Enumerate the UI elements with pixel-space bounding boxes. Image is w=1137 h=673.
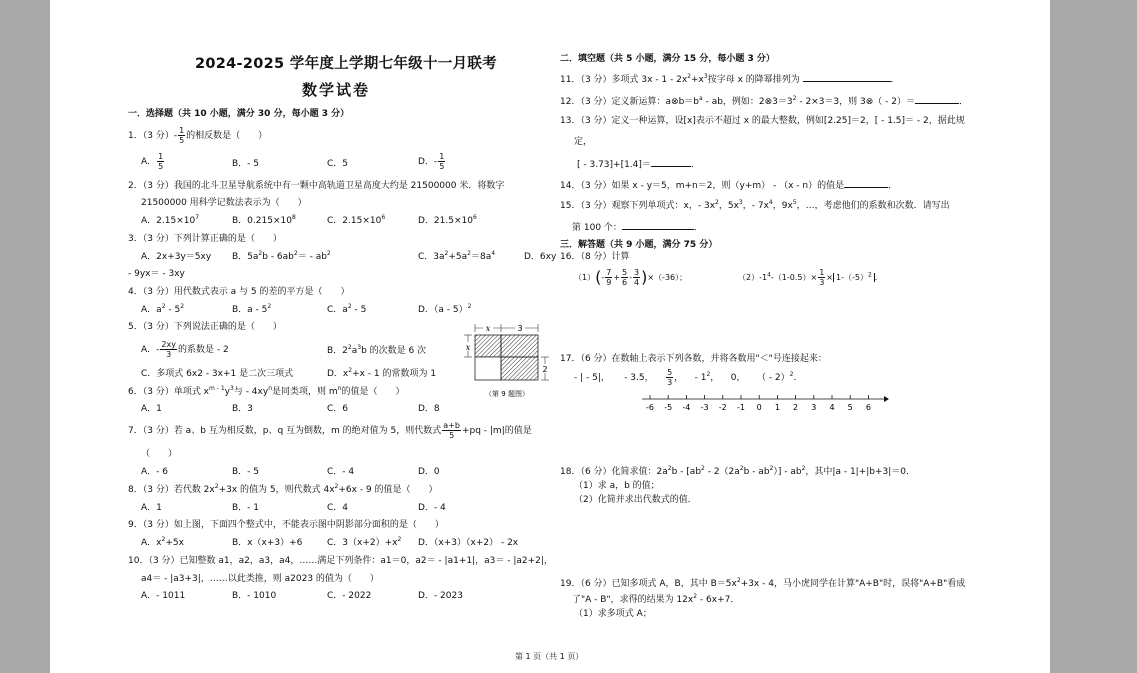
question-19-line1: 19．（6 分）已知多项式 A，B，其中 $B=5x^2+3x - 4$，马小虎同学在计算"A+B"时，误将"A+B"看成 xyxy=(560,577,966,589)
exam-title: 2024-2025 学年度上学期七年级十一月联考 xyxy=(195,56,497,72)
question-7: 7．（3 分）若 a、b 互为相反数，p、q 互为倒数，m 的绝对值为 5，则代数式 $\frac{a+b}{5}$ +pq - |m|的值是 xyxy=(128,421,532,440)
q7-option-c: C．- 4 xyxy=(327,467,355,477)
q17-numbers: - | - 5|， - 3.5， $\frac{5}{3}$ ， - $1^2$， 0， （ - 2）$^2$． xyxy=(574,368,803,387)
q4-option-b: B．a - $5^2$ xyxy=(232,303,272,315)
section-choice-heading: 一．选择题（共 10 小题，满分 30 分，每小题 3 分） xyxy=(128,109,350,119)
section-solve-heading: 三．解答题（共 9 小题，满分 75 分） xyxy=(560,240,718,250)
q8-option-d: D．- 4 xyxy=(418,503,446,513)
answer-blank xyxy=(844,178,888,188)
number-line-tick-label: -5 xyxy=(664,403,673,412)
page-number: 第 1 页（共 1 页） xyxy=(515,652,584,661)
number-line-tick-label: -1 xyxy=(737,403,745,412)
question-5: 5．（3 分）下列说法正确的是（ ） xyxy=(128,322,282,332)
answer-blank xyxy=(622,220,694,230)
question-2-line2: 21500000 用科学记数法表示为（ ） xyxy=(141,198,307,208)
q5-option-b: B．$2^2a^3b$ 的次数是 6 次 xyxy=(327,344,427,356)
question-11: 11．（3 分）多项式 $3x - 1 - 2x^2+x^3$按字母 x 的降幂排列为 ． xyxy=(560,73,900,85)
q2-option-b: B．$0.215\times 10^8$ xyxy=(232,214,296,226)
q16-part1: （1）(- $\frac{7}{9}$ + $\frac{5}{6}$ - $\frac{3}{4}$ )×（-36）； xyxy=(574,267,688,287)
q1-option-c: C．5 xyxy=(327,159,349,169)
fig-label-x-top: x xyxy=(485,324,491,333)
question-9: 9．（3 分）如上图，下面四个整式中，不能表示图中阴影部分面积的是（ ） xyxy=(128,520,444,530)
number-line-tick-label: -3 xyxy=(700,403,709,412)
q9-option-b: B．x（x+3）+6 xyxy=(232,538,303,548)
q4-option-d: D．（a - 5）$^2$ xyxy=(418,303,472,315)
section-fill-heading: 二．填空题（共 5 小题，满分 15 分，每小题 3 分） xyxy=(560,54,775,64)
question-13-line2: 定， xyxy=(574,137,593,147)
q5-option-a: A．- $\frac{2xy}{3}$ 的系数是 - 2 xyxy=(141,340,229,359)
q2-option-c: C．$2.15\times 10^6$ xyxy=(327,214,386,226)
exam-page xyxy=(50,0,1050,673)
q10-option-a: A．- 1011 xyxy=(141,591,186,601)
fig-label-x-left: x xyxy=(465,343,471,352)
q6-option-d: D．8 xyxy=(418,404,440,414)
question-19-line2: 了"A - B"，求得的结果为 $12x^2 - 6x+7$． xyxy=(572,593,740,605)
q6-option-b: B．3 xyxy=(232,404,253,414)
number-line-tick-label: 3 xyxy=(811,403,817,412)
question-16: 16．（8 分）计算 xyxy=(560,252,630,262)
q6-option-c: C．6 xyxy=(327,404,349,414)
q1-option-a: A． $\frac{1}{5}$ xyxy=(141,152,164,171)
q18-part1: （1）求 a，b 的值； xyxy=(574,481,660,491)
q3-option-d-part2: - 9yx＝ - 3xy xyxy=(128,269,185,279)
question-13-line3: [ - 3.73]+[1.4]＝ ． xyxy=(577,157,700,171)
number-line-tick-label: 2 xyxy=(793,403,799,412)
exam-subtitle: 数学试卷 xyxy=(302,81,371,99)
question-4: 4．（3 分）用代数式表示 a 与 5 的差的平方是（ ） xyxy=(128,287,350,297)
q8-option-a: A．1 xyxy=(141,503,162,513)
question-12: 12．（3 分）定义新运算：$a\otimes b=b^a$ - ab，例如：$2\otimes 3=3^2 - 2\times 3=3$，则 3⊗（ - 2）＝ ． xyxy=(560,95,968,107)
question-14: 14．（3 分）如果 x - y＝5，m+n＝2，则（y+m） - （x - n）的值是 ． xyxy=(560,178,897,192)
q10-option-c: C．- 2022 xyxy=(327,591,372,601)
number-line-tick-label: 1 xyxy=(774,403,780,412)
blank-rect-2x xyxy=(475,357,501,380)
q7-option-a: A．- 6 xyxy=(141,467,168,477)
q4-option-c: C．$a^2 - 5$ xyxy=(327,303,367,315)
q8-option-c: C．4 xyxy=(327,503,349,513)
fig-label-2-right: 2 xyxy=(542,365,548,374)
q9-figure xyxy=(462,320,552,402)
q4-option-a: A．$a^2 - 5^2$ xyxy=(141,303,185,315)
q2-option-a: A．$2.15\times 10^7$ xyxy=(141,214,200,226)
shaded-square-xx xyxy=(475,335,501,357)
q1-option-b: B．- 5 xyxy=(232,159,260,169)
question-15-line1: 15．（3 分）观察下列单项式：x，- $3x^2$，$5x^3$，- $7x^4$，$9x^5$，…，考虑他们的系数和次数．请写出 xyxy=(560,199,950,211)
question-10-line2: a4＝ - |a3+3|，……以此类推，则 a2023 的值为（ ） xyxy=(141,574,379,584)
q3-option-c: C．$3a^2+5a^2=8a^4$ xyxy=(418,250,496,262)
q5-option-d: D．$x^2+x - 1$ 的常数项为 1 xyxy=(327,367,437,379)
question-15-line2: 第 100 个： ． xyxy=(572,220,703,234)
q9-option-a: A．$x^2+5x$ xyxy=(141,536,184,548)
q10-option-b: B．- 1010 xyxy=(232,591,277,601)
q3-option-d-part1: D．6xy xyxy=(524,252,557,262)
shaded-rect-3x2 xyxy=(501,357,538,380)
q7-option-d: D．0 xyxy=(418,467,440,477)
number-line-tick-label: -4 xyxy=(682,403,691,412)
question-2-line1: 2．（3 分）我国的北斗卫星导航系统中有一颗中高轨道卫星高度大约是 21500000 米．将数字 xyxy=(128,181,505,191)
q16-part2: $(2)-1^4-(1-0.5)\times$ $\frac{1}{3}$ × $1-(-5)^2$ . xyxy=(738,268,878,287)
q3-option-a: A．2x+3y＝5xy xyxy=(141,252,212,262)
q9-option-c: C．$3(x+2)+x^2$ xyxy=(327,536,402,548)
q9-option-d: D．（x+3）（x+2） - 2x xyxy=(418,538,519,548)
question-1: 1．（3 分）- $\frac{1}{5}$ 的相反数是（ ） xyxy=(128,126,268,145)
figure-caption: （第 9 题图） xyxy=(485,390,529,398)
question-8: 8．（3 分）若代数 $2x^2+3x$ 的值为 5，则代数式 $4x^2+6x - 9$ 的值是（ ） xyxy=(128,483,438,495)
number-line xyxy=(640,392,890,416)
number-line-tick-label: 4 xyxy=(829,403,835,412)
number-line-tick-label: -2 xyxy=(718,403,727,412)
q6-option-a: A．1 xyxy=(141,404,162,414)
question-17: 17．（6 分）在数轴上表示下列各数，并将各数用"＜"号连接起来： xyxy=(560,354,827,364)
q8-option-b: B．- 1 xyxy=(232,503,260,513)
question-18: 18．（6 分）化简求值：$2a^2b - [ab^2 - 2(2a^2b - ab^2)] - ab^2$，其中|a - 1|+|b+3|＝0． xyxy=(560,465,916,477)
fig-label-3-top: 3 xyxy=(517,324,523,333)
q5-option-c: C．多项式 6x2 - 3x+1 是二次三项式 xyxy=(141,369,294,379)
answer-blank xyxy=(915,94,959,104)
number-line-arrow xyxy=(884,396,889,402)
fraction: $\frac{1}{5}$ xyxy=(179,126,185,145)
shaded-rect-3x xyxy=(501,335,538,357)
q7-paren: （ ） xyxy=(141,449,178,459)
q1-option-d: D．- $\frac{1}{5}$ xyxy=(418,152,445,171)
question-6: 6．（3 分）单项式 $x^{m - 1}y^3$与 - $4xy^n$是同类项，则 $m^n$的值是（ ） xyxy=(128,385,405,397)
number-line-tick-label: 6 xyxy=(865,403,871,412)
answer-blank xyxy=(803,72,891,82)
answer-blank xyxy=(651,157,691,167)
number-line-tick-label: 0 xyxy=(756,403,762,412)
q7-option-b: B．- 5 xyxy=(232,467,260,477)
q10-option-d: D．- 2023 xyxy=(418,591,463,601)
question-3: 3．（3 分）下列计算正确的是（ ） xyxy=(128,234,282,244)
q18-part2: （2）化简并求出代数式的值． xyxy=(574,495,697,505)
q3-option-b: B．$5a^2b - 6ab^2= - ab^2$ xyxy=(232,250,331,262)
q2-option-d: D．$21.5\times 10^6$ xyxy=(418,214,477,226)
number-line-tick-label: -6 xyxy=(646,403,654,412)
question-10-line1: 10．（3 分）已知整数 a1，a2，a3，a4，……满足下列条件：a1＝0，a2＝ - |a1+1|，a3＝ - |a2+2|， xyxy=(128,556,553,566)
number-line-tick-label: 5 xyxy=(847,403,853,412)
question-13-line1: 13．（3 分）定义一种运算，设[x]表示不超过 x 的最大整数，例如[2.25]＝2，[ - 1.5]＝ - 2，据此规 xyxy=(560,116,965,126)
q19-part1: （1）求多项式 A； xyxy=(574,609,652,619)
